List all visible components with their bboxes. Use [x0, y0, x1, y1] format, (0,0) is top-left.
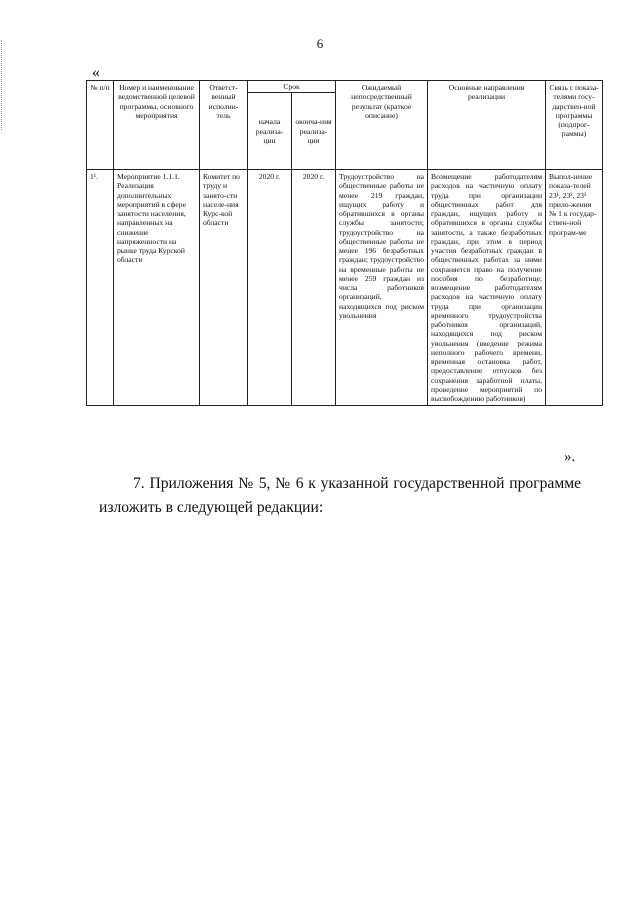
- page-number: 6: [316, 36, 324, 51]
- header-main-directions: Основные направления реализации: [428, 81, 546, 170]
- row-main-directions: Возмещение работодателям расходов на частичную оплату труда при организации общественных работ для граждан, ищущих работу и обратившихся в органы службы занятости, а также безработных граждан, при этом в период участия безработных граждан в общественных работах за ними сохраняется право на получение пособия по безработице; возмещение работодателям расходов на частичную оплату труда при организации временного трудоустройства работников организаций, находящихся под риском увольнения (введение режима неполного рабочего времени, временная остановка работ, предоставление отпусков без сохранения заработной платы, проведение мероприятий по высвобождению работников): [428, 170, 546, 406]
- measures-table: [86, 80, 603, 406]
- row-responsible: Комитет по труду и занято-сти населе-ния Курс-кой области: [200, 170, 248, 406]
- opening-quote-mark: «: [92, 64, 100, 81]
- amendment-paragraph: 7. Приложения № 5, № 6 к указанной государственной программе изложить в следующей редакции:: [99, 475, 581, 516]
- header-program-link: Связь с показа-телями госу-дарствен-ной программы (подпрог-раммы): [546, 81, 603, 170]
- header-term-end: оконча-ния реализа-ции: [292, 93, 336, 170]
- closing-quote-mark: ».: [564, 449, 576, 465]
- header-term-start: начала реализа-ции: [248, 93, 292, 170]
- row-program-name: Мероприятие 1.1.1. Реализация дополнительных мероприятий в сфере занятости населения, направленных на снижение напряженности на рынке труда Курской области: [114, 170, 200, 406]
- header-responsible: Ответст-венный исполни-тель: [200, 81, 248, 170]
- header-number: № п/п: [87, 81, 114, 170]
- scan-edge-marks: [1, 40, 5, 130]
- row-expected-result: Трудоустройство на общественные работы не менее 219 граждан, ищущих работу и обратившихся в органы службы занятости; трудоустройство на общественные работы не менее 196 безработных граждан; трудоустройство на временные работы не менее 259 граждан из числа работников организаций, находящихся под риском увольнения: [336, 170, 428, 406]
- row-term-end: 2020 г.: [292, 170, 336, 406]
- table-row: [87, 170, 603, 406]
- header-expected-result: Ожидаемый непосредственный результат (краткое описание): [336, 81, 428, 170]
- header-term: Срок: [248, 81, 336, 93]
- row-program-link: Выпол-нение показа-телей 23¹, 23², 23³ прило-жения № 1 к государ-ствен-ной програм-ме: [546, 170, 603, 406]
- row-term-start: 2020 г.: [248, 170, 292, 406]
- row-number: 1¹.: [87, 170, 114, 406]
- header-program-name: Номер и наименование ведомственной целевой программы, основного мероприятия: [114, 81, 200, 170]
